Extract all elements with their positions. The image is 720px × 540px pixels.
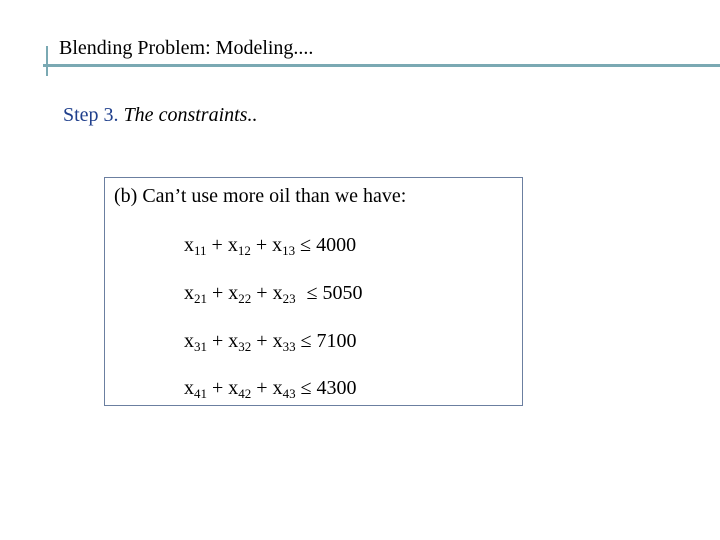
term-subscript: 33: [282, 339, 296, 354]
constraint-rhs: 4300: [316, 377, 357, 399]
term-var: x: [272, 330, 283, 352]
slide-title: Blending Problem: Modeling....: [59, 37, 314, 59]
term-subscript: 42: [238, 386, 252, 401]
term-var: x: [272, 282, 283, 304]
term-var: x: [272, 377, 283, 399]
constraint-rhs: 4000: [316, 234, 357, 256]
relation-symbol: ≤: [300, 377, 312, 399]
header-rule-tick: [46, 46, 48, 76]
plus-sign: +: [212, 330, 224, 352]
plus-sign: +: [255, 234, 268, 256]
plus-sign: +: [256, 282, 268, 304]
term-subscript: 21: [194, 291, 207, 306]
term-var: x: [228, 282, 239, 304]
term-var: x: [184, 234, 194, 256]
term-subscript: 11: [194, 243, 207, 258]
constraint-box-heading: (b) Can’t use more oil than we have:: [114, 185, 407, 207]
term-var: x: [272, 234, 283, 256]
relation-symbol: ≤: [306, 282, 318, 304]
relation-symbol: ≤: [300, 330, 312, 352]
term-var: x: [184, 282, 194, 304]
plus-sign: +: [256, 377, 268, 399]
constraint-row-2: [184, 282, 363, 305]
plus-sign: +: [212, 282, 224, 304]
header-rule: [43, 64, 720, 67]
term-var: x: [228, 330, 239, 352]
plus-sign: +: [212, 377, 224, 399]
plus-sign: +: [256, 330, 268, 352]
constraint-row-3: [184, 330, 357, 353]
constraint-row-1: [184, 234, 356, 257]
term-var: x: [227, 234, 238, 256]
term-subscript: 23: [282, 291, 296, 306]
step-heading: [63, 104, 257, 127]
plus-sign: +: [211, 234, 223, 256]
term-var: x: [228, 377, 239, 399]
term-var: x: [184, 330, 194, 352]
constraint-box: [104, 177, 523, 406]
term-subscript: 31: [194, 339, 207, 354]
term-subscript: 32: [238, 339, 252, 354]
constraint-rhs: 5050: [322, 282, 363, 304]
term-subscript: 41: [194, 386, 207, 401]
term-var: x: [184, 377, 194, 399]
constraint-row-4: [184, 377, 357, 400]
constraint-rhs: 7100: [316, 330, 357, 352]
step-emphasis: The constraints..: [123, 104, 258, 126]
term-subscript: 43: [282, 386, 296, 401]
relation-symbol: ≤: [300, 234, 312, 256]
term-subscript: 13: [282, 243, 296, 258]
term-subscript: 22: [238, 291, 252, 306]
term-subscript: 12: [237, 243, 251, 258]
step-lead: Step 3.: [63, 104, 119, 126]
